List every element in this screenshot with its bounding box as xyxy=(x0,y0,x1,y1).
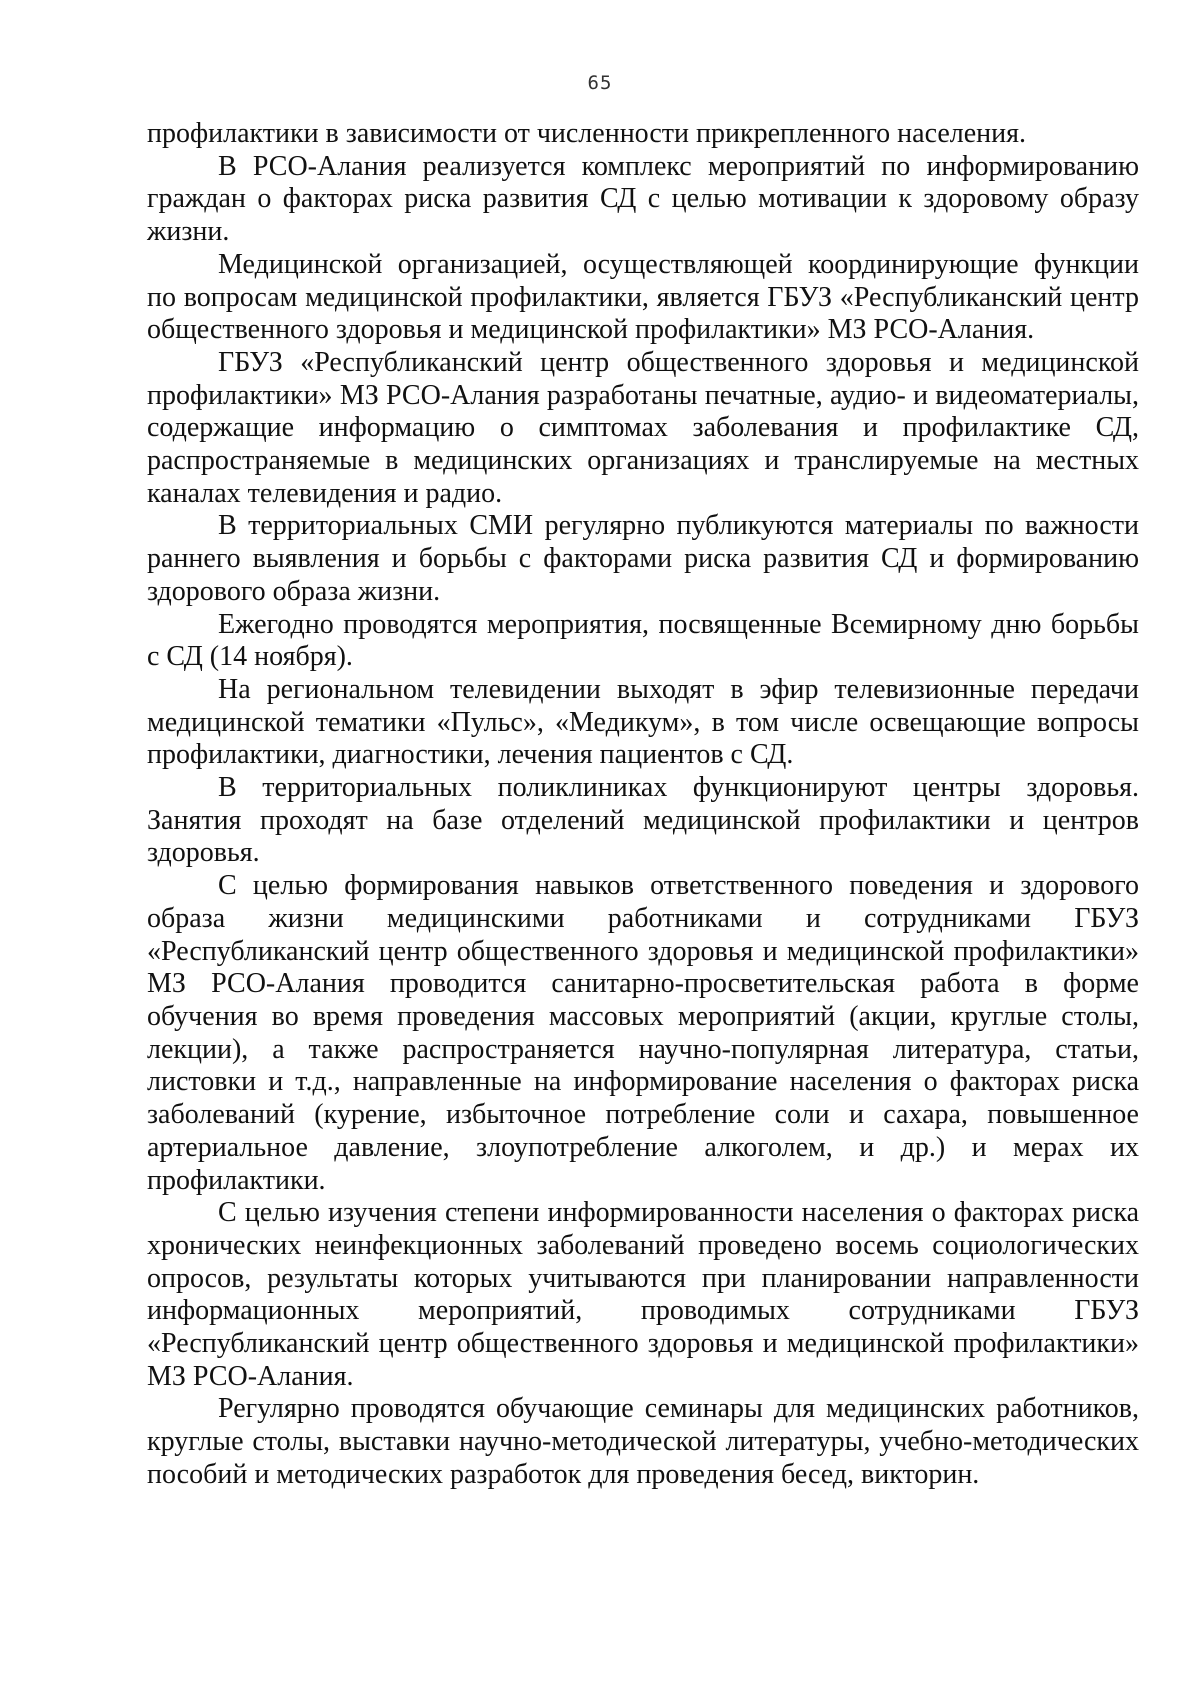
paragraph: В территориальных поликлиниках функционируют центры здоровья. Занятия проходят на базе отделений медицинской профилактики и центров здоровья. xyxy=(147,772,1139,869)
paragraph: Медицинской организацией, осуществляющей координирующие функции по вопросам медицинской профилактики, является ГБУЗ «Республиканский центр общественного здоровья и медицинской профилактики» МЗ РСО-Алания. xyxy=(147,248,1139,346)
paragraph: Регулярно проводятся обучающие семинары для медицинских работников, круглые столы, выставки научно-методической литературы, учебно-методических пособий и методических разработок для проведения бесед, викторин. xyxy=(147,1393,1139,1490)
paragraph-continuation: профилактики в зависимости от численности прикрепленного населения. xyxy=(147,118,1027,149)
paragraph: На региональном телевидении выходят в эфир телевизионные передачи медицинской тематики «Пульс», «Медикум», в том числе освещающие вопросы профилактики, диагностики, лечения пациентов с СД. xyxy=(147,673,1139,771)
paragraph: ГБУЗ «Республиканский центр общественного здоровья и медицинской профилактики» МЗ РСО-Алания разработаны печатные, аудио- и видеоматериалы, содержащие информацию о симптомах заболевания и профилактике СД, распространяемые в медицинских организациях и транслируемые на местных каналах телевидения и радио. xyxy=(147,346,1139,509)
paragraph: В РСО-Алания реализуется комплекс мероприятий по информированию граждан о факторах риска развития СД с целью мотивации к здоровому образу жизни. xyxy=(147,150,1139,248)
paragraph: Ежегодно проводятся мероприятия, посвященные Всемирному дню борьбы с СД (14 ноября). xyxy=(147,608,1139,673)
page-number: 65 xyxy=(587,72,613,94)
paragraph: В территориальных СМИ регулярно публикуются материалы по важности раннего выявления и борьбы с факторами риска развития СД и формированию здорового образа жизни. xyxy=(147,510,1139,607)
document-body xyxy=(147,118,1139,1492)
paragraph: С целью формирования навыков ответственного поведения и здорового образа жизни медицинскими работниками и сотрудниками ГБУЗ «Республиканский центр общественного здоровья и медицинской профилактики» МЗ РСО-Алания проводится санитарно-просветительская работа в форме обучения во время проведения массовых мероприятий (акции, круглые столы, лекции), а также распространяется научно-популярная литература, статьи, листовки и т.д., направленные на информирование населения о факторах риска заболеваний (курение, избыточное потребление соли и сахара, повышенное артериальное давление, злоупотребление алкоголем, и др.) и мерах их профилактики. xyxy=(147,870,1139,1196)
paragraph: С целью изучения степени информированности населения о факторах риска хронических неинфекционных заболеваний проведено восемь социологических опросов, результаты которых учитываются при планировании направленности информационных мероприятий, проводимых сотрудниками ГБУЗ «Республиканский центр общественного здоровья и медицинской профилактики» МЗ РСО-Алания. xyxy=(147,1197,1139,1392)
